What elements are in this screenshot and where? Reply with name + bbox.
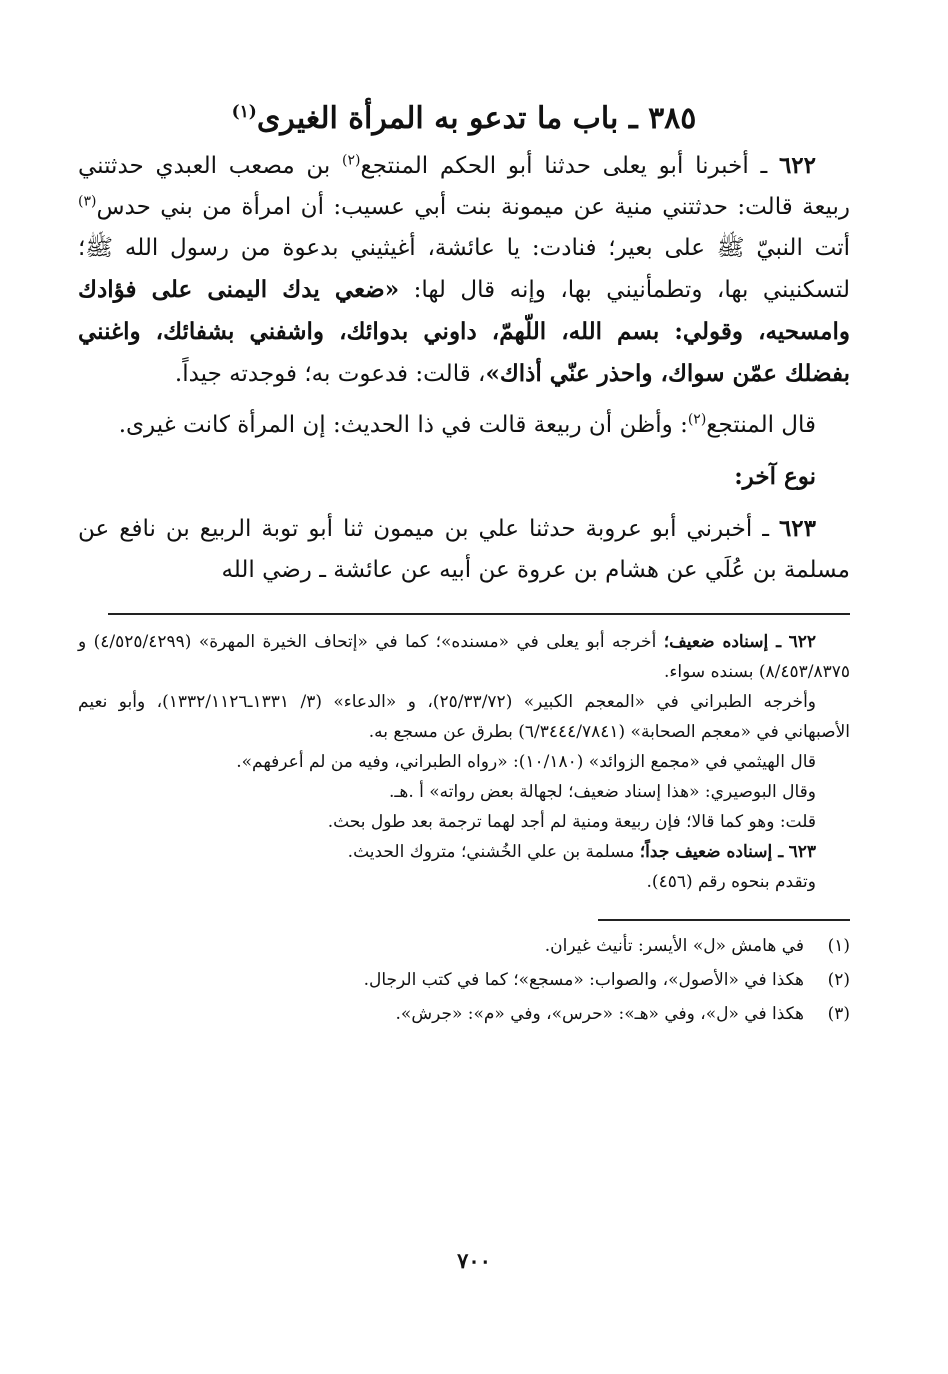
- commentary-623: ٦٢٣ ـ إسناده ضعيف جداً؛ مسلمة بن علي الخُشني؛ متروك الحديث.: [347, 842, 816, 862]
- footnote-2: (٢) هكذا في «الأصول»، والصواب: «مسجع»؛ كما في كتب الرجال.: [363, 970, 850, 990]
- footnote-divider: [598, 919, 850, 921]
- commentary-busiri: وقال البوصيري: «هذا إسناد ضعيف؛ لجهالة بعض رواته» أ .هـ.: [388, 782, 816, 802]
- commentary-qultu: قلت: وهو كما قالا؛ فإن ربيعة ومنية لم أجد لهما ترجمة بعد طول بحث.: [327, 812, 816, 832]
- footnote-3: (٣) هكذا في «ل»، وفي «هـ»: «حرس»، وفي «م»: «جرش».: [395, 1004, 850, 1024]
- hadith-622-dua: «ضعي يدك اليمنى على فؤادك وامسحيه، وقولي: بسم الله، اللّهمّ، داوني بدوائك، واشفني بشفائك، واغنني بفضلك عمّن سواك، واحذر عنّي أذاك»: [78, 276, 850, 387]
- hadith-622-text-d: ، قالت: فدعوت به؛ فوجدته جيداً.: [174, 361, 486, 387]
- hadith-622-text-a: أخبرنا أبو يعلى حدثنا أبو الحكم المنتجع: [360, 153, 749, 179]
- main-text: [78, 145, 850, 591]
- commentary-cross-ref: وتقدم بنحوه رقم (٤٥٦).: [646, 872, 816, 892]
- commentary-tabarani: وأخرجه الطبراني في «المعجم الكبير» (٢٥/٣٣/٧٢)، و «الدعاء» (٣/ ١٣٣١ـ١٣٣٢/١١٢٦)، وأبو نعيم الأصبهاني في «معجم الصحابة» (٦/٣٤٤٤/٧٨٤١) بطرق عن مسجع به.: [78, 692, 850, 742]
- hadith-623-number: ٦٢٣: [778, 515, 817, 542]
- chapter-footnote-ref: (١): [231, 102, 257, 122]
- muntaji-text-a: قال المنتجع: [706, 412, 816, 438]
- commentary-divider: [108, 613, 850, 615]
- hadith-622: ٦٢٢ ـ أخبرنا أبو يعلى حدثنا أبو الحكم المنتجع$^{(٢)}$ بن مصعب العبدي حدثتني ربيعة قالت: حدثتني منية عن ميمونة بنت أبي عسيب: أن امرأة من بني حدس$^{(٣)}$ أتت النبيّ ﷺ على بعير؛ فنادت: يا عائشة، أغيثيني بدعوة من رسول الله ﷺ؛ لتسكنيني بها، وتطمأنيني بها، وإنه قال لها: «ضعي يدك اليمنى على فؤادك وامسحيه، وقولي: بسم الله، اللّهمّ، داوني بدوائك، واشفني بشفائك، واغنني بفضلك عمّن سواك، واحذر عنّي أذاك»، قالت: فدعوت به؛ فوجدته جيداً.: [78, 152, 850, 387]
- hadith-622-text-c: أتت النبيّ ﷺ على بعير؛ فنادت: يا عائشة، أغيثيني بدعوة من رسول الله ﷺ؛ لتسكنيني بها، وتطمأنيني بها، وإنه قال لها:: [78, 235, 850, 303]
- hadith-623: ٦٢٣ ـ أخبرني أبو عروبة حدثنا علي بن ميمون ثنا أبو توبة الربيع بن نافع عن مسلمة بن عُلَي عن هشام بن عروة عن أبيه عن عائشة ـ رضي الله: [78, 515, 850, 583]
- footnote-ref-2: (٢): [342, 152, 361, 169]
- chapter-title: باب ما تدعو به المرأة الغيرى: [256, 101, 619, 136]
- footnotes: [78, 929, 850, 1031]
- commentary-haythami: قال الهيثمي في «مجمع الزوائد» (١٠/١٨٠): «رواه الطبراني، وفيه من لم أعرفهم».: [236, 752, 816, 772]
- another-kind-heading: نوع آخر:: [734, 463, 816, 490]
- book-page: [78, 88, 850, 1031]
- footnote-1: (١) في هامش «ل» الأيسر: تأنيث غيران.: [544, 936, 850, 956]
- muntaji-note: [78, 405, 850, 446]
- muntaji-text-b: : وأظن أن ربيعة قالت في ذا الحديث: إن المرأة كانت غيرى.: [118, 412, 688, 438]
- page-number: ٧٠٠: [457, 1248, 491, 1273]
- footnote-ref-2-repeat: (٢): [687, 411, 707, 428]
- hadith-623-text: أخبرني أبو عروبة حدثنا علي بن ميمون ثنا أبو توبة الربيع بن نافع عن مسلمة بن عُلَي عن هشام بن عروة عن أبيه عن عائشة ـ رضي الله: [78, 516, 850, 583]
- chapter-number: ٣٨٥: [648, 101, 697, 136]
- commentary-622: ٦٢٢ ـ إسناده ضعيف؛ أخرجه أبو يعلى في «مسنده»؛ كما في «إتحاف الخيرة المهرة» (٤/٥٢٥/٤٢٩٩) و ٨/٤٥٣/٨٣٧٥) بسنده سواء.: [78, 632, 850, 682]
- chapter-heading: ٣٨٥ ـ باب ما تدعو به المرأة الغيرى$^{(١)}$: [231, 101, 697, 136]
- hadith-622-number: ٦٢٢: [778, 152, 816, 179]
- footnote-ref-3: (٣): [78, 193, 97, 210]
- hadith-622-text-b: بن مصعب العبدي حدثتني ربيعة قالت: حدثتني منية عن ميمونة بنت أبي عسيب: أن امرأة من بني حدس: [78, 153, 850, 220]
- commentary: [78, 627, 850, 897]
